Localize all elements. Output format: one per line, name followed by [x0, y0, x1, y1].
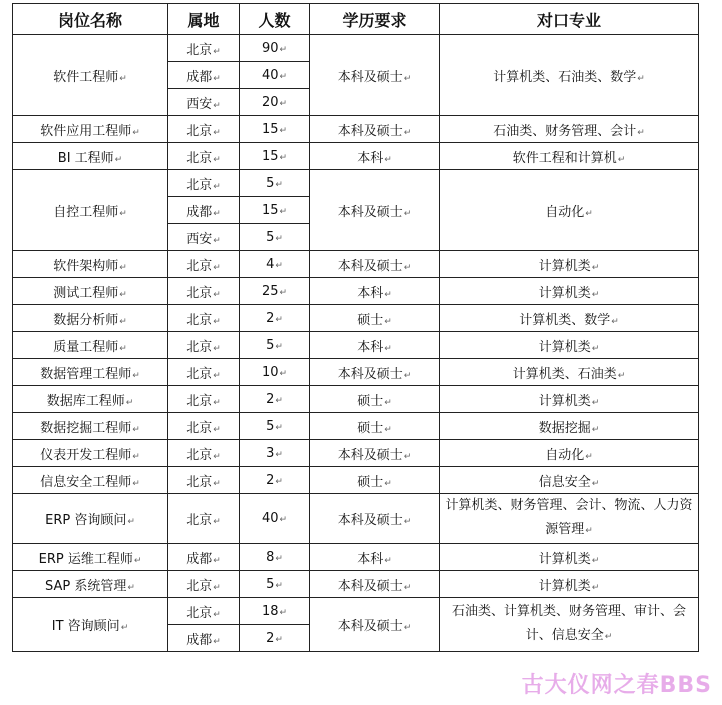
job-title: ERP 运维工程师 ↵	[13, 544, 168, 571]
job-location: 北京 ↵	[168, 143, 240, 170]
job-degree: 本科及硕士 ↵	[310, 35, 440, 116]
job-title: 软件应用工程师 ↵	[13, 116, 168, 143]
job-majors: 计算机类 ↵	[440, 386, 699, 413]
table-row	[13, 35, 699, 62]
job-title: 自控工程师 ↵	[13, 170, 168, 251]
job-majors: 计算机类 ↵	[440, 571, 699, 598]
header-row	[13, 4, 699, 35]
job-degree: 本科及硕士 ↵	[310, 359, 440, 386]
table-row	[13, 544, 699, 571]
job-degree: 本科及硕士 ↵	[310, 251, 440, 278]
job-count: 5 ↵	[240, 170, 310, 197]
job-count: 40 ↵	[240, 494, 310, 544]
job-majors: 软件工程和计算机 ↵	[440, 143, 699, 170]
table-row	[13, 116, 699, 143]
job-location: 北京 ↵	[168, 170, 240, 197]
job-count: 2 ↵	[240, 467, 310, 494]
job-title: IT 咨询顾问 ↵	[13, 598, 168, 652]
header-degree: 学历要求	[310, 4, 440, 35]
table-row	[13, 305, 699, 332]
table-row	[13, 413, 699, 440]
job-majors: 计算机类、石油类 ↵	[440, 359, 699, 386]
table-row	[13, 359, 699, 386]
job-location: 北京 ↵	[168, 305, 240, 332]
job-majors: 计算机类 ↵	[440, 278, 699, 305]
job-degree: 硕士 ↵	[310, 305, 440, 332]
job-location: 北京 ↵	[168, 571, 240, 598]
job-title: 数据管理工程师 ↵	[13, 359, 168, 386]
job-count: 4 ↵	[240, 251, 310, 278]
job-count: 2 ↵	[240, 386, 310, 413]
job-location: 北京 ↵	[168, 278, 240, 305]
job-degree: 硕士 ↵	[310, 413, 440, 440]
job-degree: 本科及硕士 ↵	[310, 571, 440, 598]
job-location: 成都 ↵	[168, 544, 240, 571]
job-title: 信息安全工程师 ↵	[13, 467, 168, 494]
header-count: 人数	[240, 4, 310, 35]
job-majors: 石油类、计算机类、财务管理、审计、会计、信息安全 ↵	[440, 598, 699, 652]
job-title: 数据分析师 ↵	[13, 305, 168, 332]
header-majors: 对口专业	[440, 4, 699, 35]
job-location: 北京 ↵	[168, 467, 240, 494]
job-location: 北京 ↵	[168, 494, 240, 544]
job-majors: 石油类、财务管理、会计 ↵	[440, 116, 699, 143]
job-majors: 计算机类、数学 ↵	[440, 305, 699, 332]
job-count: 15 ↵	[240, 143, 310, 170]
table-row	[13, 332, 699, 359]
job-majors: 数据挖掘 ↵	[440, 413, 699, 440]
job-location: 北京 ↵	[168, 251, 240, 278]
job-count: 5 ↵	[240, 224, 310, 251]
job-title: 数据库工程师 ↵	[13, 386, 168, 413]
job-degree: 本科及硕士 ↵	[310, 170, 440, 251]
job-location: 北京 ↵	[168, 116, 240, 143]
job-majors: 信息安全 ↵	[440, 467, 699, 494]
job-majors: 计算机类、石油类、数学 ↵	[440, 35, 699, 116]
table-row	[13, 143, 699, 170]
header-title: 岗位名称	[13, 4, 168, 35]
job-majors: 自动化 ↵	[440, 170, 699, 251]
job-location: 北京 ↵	[168, 386, 240, 413]
job-location: 北京 ↵	[168, 598, 240, 625]
job-count: 18 ↵	[240, 598, 310, 625]
job-count: 3 ↵	[240, 440, 310, 467]
job-title: ERP 咨询顾问 ↵	[13, 494, 168, 544]
table-row	[13, 598, 699, 625]
job-title: 数据挖掘工程师 ↵	[13, 413, 168, 440]
job-count: 20 ↵	[240, 89, 310, 116]
job-table-body	[13, 35, 699, 652]
job-count: 40 ↵	[240, 62, 310, 89]
job-degree: 本科及硕士 ↵	[310, 116, 440, 143]
header-location: 属地	[168, 4, 240, 35]
job-title: SAP 系统管理 ↵	[13, 571, 168, 598]
job-degree: 本科 ↵	[310, 278, 440, 305]
job-count: 25 ↵	[240, 278, 310, 305]
watermark: 古大仪网之春BBS	[521, 673, 712, 698]
job-title: 仪表开发工程师 ↵	[13, 440, 168, 467]
job-location: 北京 ↵	[168, 413, 240, 440]
job-location: 西安 ↵	[168, 89, 240, 116]
job-title: 软件架构师 ↵	[13, 251, 168, 278]
job-location: 成都 ↵	[168, 62, 240, 89]
job-location: 北京 ↵	[168, 332, 240, 359]
job-majors: 计算机类 ↵	[440, 251, 699, 278]
job-degree: 本科 ↵	[310, 143, 440, 170]
job-location: 北京 ↵	[168, 359, 240, 386]
table-row	[13, 440, 699, 467]
job-count: 2 ↵	[240, 305, 310, 332]
job-count: 8 ↵	[240, 544, 310, 571]
job-title: 软件工程师 ↵	[13, 35, 168, 116]
job-count: 90 ↵	[240, 35, 310, 62]
job-title: 测试工程师 ↵	[13, 278, 168, 305]
job-majors: 计算机类、财务管理、会计、物流、人力资源管理 ↵	[440, 494, 699, 544]
job-title: BI 工程师 ↵	[13, 143, 168, 170]
table-row	[13, 251, 699, 278]
job-location: 北京 ↵	[168, 440, 240, 467]
job-count: 15 ↵	[240, 197, 310, 224]
table-row	[13, 494, 699, 544]
job-degree: 本科及硕士 ↵	[310, 598, 440, 652]
job-degree: 本科及硕士 ↵	[310, 440, 440, 467]
job-location: 西安 ↵	[168, 224, 240, 251]
job-degree: 本科及硕士 ↵	[310, 494, 440, 544]
table-row	[13, 467, 699, 494]
job-count: 5 ↵	[240, 571, 310, 598]
job-count: 5 ↵	[240, 332, 310, 359]
job-majors: 计算机类 ↵	[440, 544, 699, 571]
job-count: 10 ↵	[240, 359, 310, 386]
job-location: 北京 ↵	[168, 35, 240, 62]
job-majors: 自动化 ↵	[440, 440, 699, 467]
job-degree: 本科 ↵	[310, 544, 440, 571]
job-majors: 计算机类 ↵	[440, 332, 699, 359]
job-location: 成都 ↵	[168, 197, 240, 224]
table-row	[13, 386, 699, 413]
job-degree: 本科 ↵	[310, 332, 440, 359]
job-location: 成都 ↵	[168, 625, 240, 652]
job-degree: 硕士 ↵	[310, 467, 440, 494]
table-row	[13, 170, 699, 197]
job-degree: 硕士 ↵	[310, 386, 440, 413]
table-row	[13, 278, 699, 305]
table-row	[13, 571, 699, 598]
job-count: 5 ↵	[240, 413, 310, 440]
job-title: 质量工程师 ↵	[13, 332, 168, 359]
job-count: 15 ↵	[240, 116, 310, 143]
job-table	[12, 3, 699, 652]
job-count: 2 ↵	[240, 625, 310, 652]
